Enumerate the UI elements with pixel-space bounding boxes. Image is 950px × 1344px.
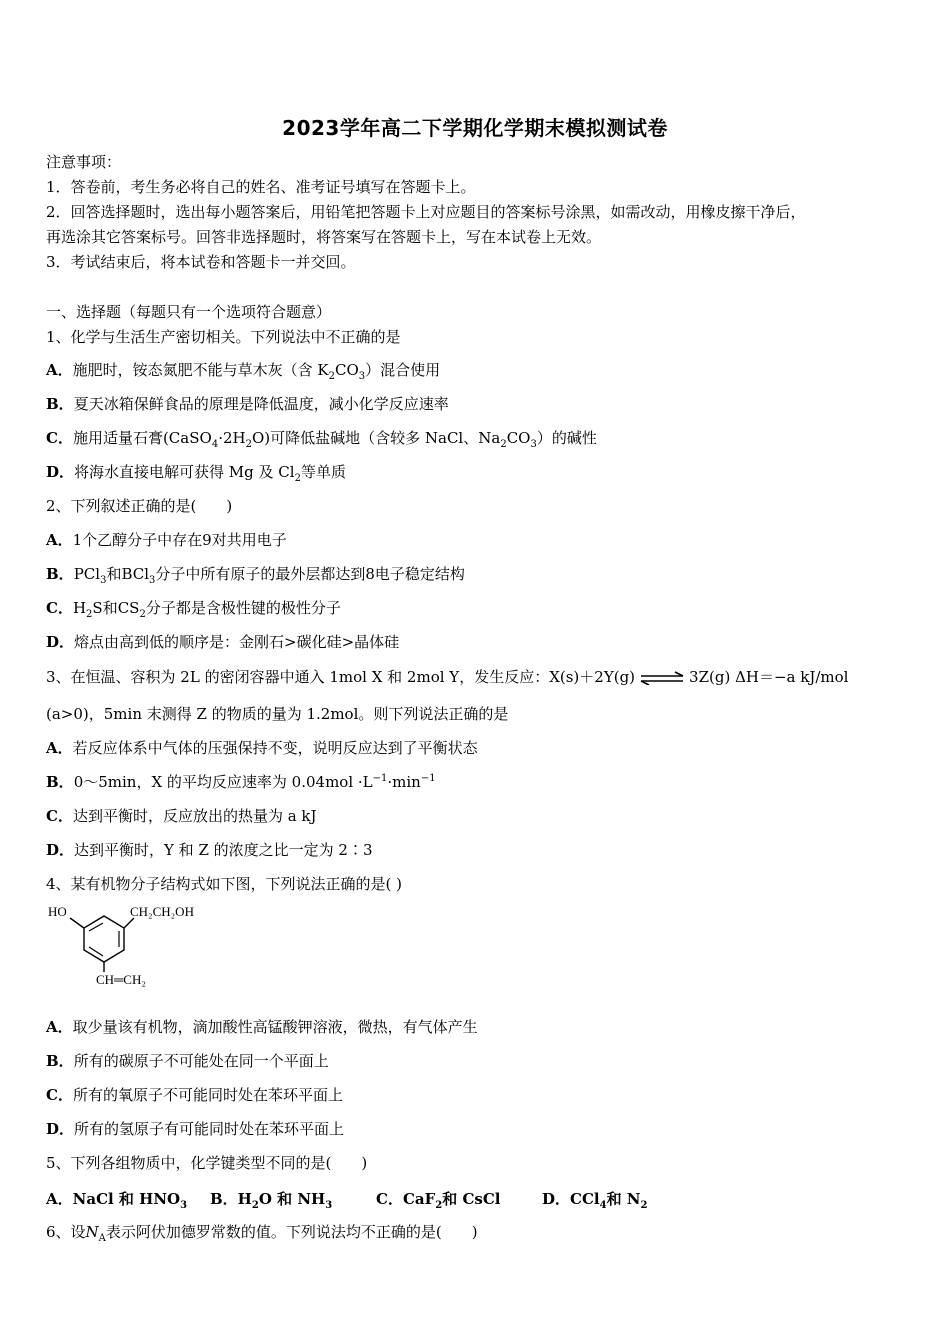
- option-text: D．CCl: [542, 1190, 600, 1208]
- question-stem: 1、化学与生活生产密切相关。下列说法中不正确的是: [46, 328, 401, 346]
- option-text: H: [72, 599, 87, 617]
- option-text: 所有的氢原子有可能同时处在苯环平面上: [74, 1120, 345, 1138]
- option-b: [46, 394, 449, 414]
- option-label: D．: [46, 1120, 75, 1138]
- stem-text: 3Z(g) ΔH＝−a kJ/mol: [689, 668, 849, 686]
- option-a: [46, 1017, 478, 1037]
- option-text: 施肥时，铵态氮肥不能与草木灰（含 K: [72, 361, 329, 379]
- option-d: [46, 1119, 344, 1139]
- option-label: B．: [46, 773, 74, 791]
- option-label: D．: [46, 633, 75, 651]
- superscript: −1: [372, 773, 388, 784]
- subscript: A: [98, 1233, 106, 1244]
- symbol-n: N: [85, 1223, 99, 1241]
- question-stem: [46, 667, 848, 687]
- option-text: 取少量该有机物，滴加酸性高锰酸钾溶液，微热，有气体产生: [72, 1018, 478, 1036]
- option-text: 达到平衡时，Y 和 Z 的浓度之比一定为 2∶3: [74, 841, 373, 859]
- stem-text: 表示阿伏加德罗常数的值。下列说法均不正确的是( ): [105, 1223, 478, 1241]
- option-c: [376, 1188, 542, 1209]
- option-text: 和 CsCl: [442, 1190, 501, 1208]
- option-b: [46, 1051, 329, 1071]
- benzene-ring: [84, 916, 124, 962]
- option-d: [46, 632, 399, 652]
- section-heading: 一、选择题（每题只有一个选项符合题意）: [46, 303, 332, 321]
- page-title: 2023学年高二下学期化学期末模拟测试卷: [282, 116, 668, 140]
- option-label: C．: [46, 599, 73, 617]
- option-c: [46, 806, 317, 826]
- question-stem-cont: (a>0)，5min 末测得 Z 的物质的量为 1.2mol。则下列说法正确的是: [46, 705, 509, 723]
- option-text: 分子都是含极性键的极性分子: [145, 599, 341, 617]
- option-label: D．: [46, 841, 75, 859]
- option-b: B．PCl$_3$和BCl$_3$分子中所有原子的最外层都达到8电子稳定结构: [46, 565, 465, 586]
- option-text: 熔点由高到低的顺序是：金刚石>碳化硅>晶体硅: [74, 633, 400, 651]
- option-a: [46, 738, 478, 758]
- option-text: ·min: [387, 773, 421, 791]
- option-text: S和CS: [92, 599, 140, 617]
- option-text: 等单质: [300, 463, 346, 481]
- option-text: ）混合使用: [365, 361, 441, 379]
- option-text: B．H: [210, 1190, 252, 1208]
- option-label: C．: [46, 1086, 73, 1104]
- option-text: 夏天冰箱保鲜食品的原理是降低温度，减小化学反应速率: [73, 395, 449, 413]
- option-c: C．施用适量石膏$(CaSO_4\cdot 2H_2O)$可降低盐碱地（含较多 NaCl、$Na_2CO_3$）的碱性: [46, 429, 597, 450]
- option-text: PCl: [73, 565, 101, 583]
- subscript: 3: [325, 1200, 333, 1211]
- option-a: [46, 530, 287, 550]
- notice-item: 再选涂其它答案标号。回答非选择题时，将答案写在答题卡上，写在本试卷上无效。: [46, 228, 602, 246]
- option-text: 0～5min，X 的平均反应速率为 0.04mol ·L: [73, 773, 373, 791]
- option-text: 所有的碳原子不可能处在同一个平面上: [73, 1052, 329, 1070]
- notice-item: 2．回答选择题时，选出每小题答案后，用铅笔把答题卡上对应题目的答案标号涂黑，如需改动，用橡皮擦干净后，: [46, 203, 806, 221]
- option-text: 施用适量石膏(CaSO: [72, 429, 212, 447]
- subscript: 2: [435, 1200, 443, 1211]
- superscript: −1: [420, 773, 436, 784]
- option-text: ·2H: [218, 429, 246, 447]
- option-text: 若反应体系中气体的压强保持不变，说明反应达到了平衡状态: [72, 739, 478, 757]
- option-c: [46, 1085, 343, 1105]
- option-label: B．: [46, 1052, 74, 1070]
- question-stem: 5、下列各组物质中，化学键类型不同的是( ): [46, 1154, 368, 1172]
- option-text: A．NaCl 和 HNO: [46, 1190, 181, 1208]
- bond-ho: [70, 918, 84, 928]
- molecule-structure-diagram: [46, 898, 226, 994]
- question-stem: 4、某有机物分子结构式如下图，下列说法正确的是( ): [46, 875, 403, 893]
- subscript: 4: [599, 1200, 607, 1211]
- option-text: CO: [335, 361, 359, 379]
- notice-item: 1．答卷前，考生务必将自己的姓名、准考证号填写在答题卡上。: [46, 178, 476, 196]
- option-d: [46, 840, 373, 860]
- option-label: A．: [46, 739, 73, 757]
- option-d: D．将海水直接电解可获得 Mg 及 $Cl_2$等单质: [46, 463, 346, 484]
- option-text: C．CaF: [376, 1190, 436, 1208]
- option-d: [542, 1188, 647, 1209]
- notice-item: 3．考试结束后，将本试卷和答题卡一并交回。: [46, 253, 356, 271]
- mol-side1-label: CH₂CH₂OH: [130, 904, 194, 919]
- option-text: CO: [506, 429, 531, 447]
- option-label: A．: [46, 1018, 73, 1036]
- mol-ho-label: HO: [48, 904, 67, 919]
- option-label: A．: [46, 531, 73, 549]
- option-label: A．: [46, 361, 73, 379]
- option-label: B．: [46, 565, 74, 583]
- option-b: [46, 772, 436, 792]
- option-text: O 和 NH: [258, 1190, 326, 1208]
- option-label: C．: [46, 807, 73, 825]
- option-label: C．: [46, 429, 73, 447]
- option-text: 所有的氧原子不可能同时处在苯环平面上: [72, 1086, 343, 1104]
- option-text: ）的碱性: [536, 429, 597, 447]
- option-text: 达到平衡时，反应放出的热量为 a kJ: [72, 807, 317, 825]
- option-text: 1个乙醇分子中存在9对共用电子: [72, 531, 287, 549]
- subscript: 2: [640, 1200, 648, 1211]
- question-stem: 2、下列叙述正确的是( ): [46, 497, 233, 515]
- stem-text: 6、设: [46, 1223, 86, 1241]
- subscript: 3: [180, 1200, 188, 1211]
- stem-text: 3、在恒温、容积为 2L 的密闭容器中通入 1mol X 和 2mol Y，发生反应：X(s)＋2Y(g): [46, 668, 636, 686]
- option-text: 分子中所有原子的最外层都达到8电子稳定结构: [155, 565, 465, 583]
- mol-side2-label: CH═CH₂: [96, 972, 146, 987]
- option-text: O)可降低盐碱地（含较多 NaCl、Na: [251, 429, 501, 447]
- option-a: [46, 1188, 210, 1209]
- option-label: B．: [46, 395, 74, 413]
- bond-side1: [124, 918, 134, 928]
- subscript: 2: [251, 1200, 259, 1211]
- option-text: 和BCl: [106, 565, 150, 583]
- options-row: [46, 1188, 647, 1209]
- question-stem: [46, 1222, 478, 1242]
- option-label: D．: [46, 463, 75, 481]
- option-a: A．施肥时，铵态氮肥不能与草木灰（含 $K_2CO_3$）混合使用: [46, 361, 441, 382]
- notice-heading: 注意事项：: [46, 153, 122, 171]
- option-c: C．$H_2S$和$CS_2$分子都是含极性键的极性分子: [46, 599, 341, 620]
- equilibrium-arrow-icon: [639, 671, 685, 685]
- option-text: 和 N: [606, 1190, 641, 1208]
- option-b: [210, 1188, 376, 1209]
- option-text: 将海水直接电解可获得 Mg 及 Cl: [74, 463, 295, 481]
